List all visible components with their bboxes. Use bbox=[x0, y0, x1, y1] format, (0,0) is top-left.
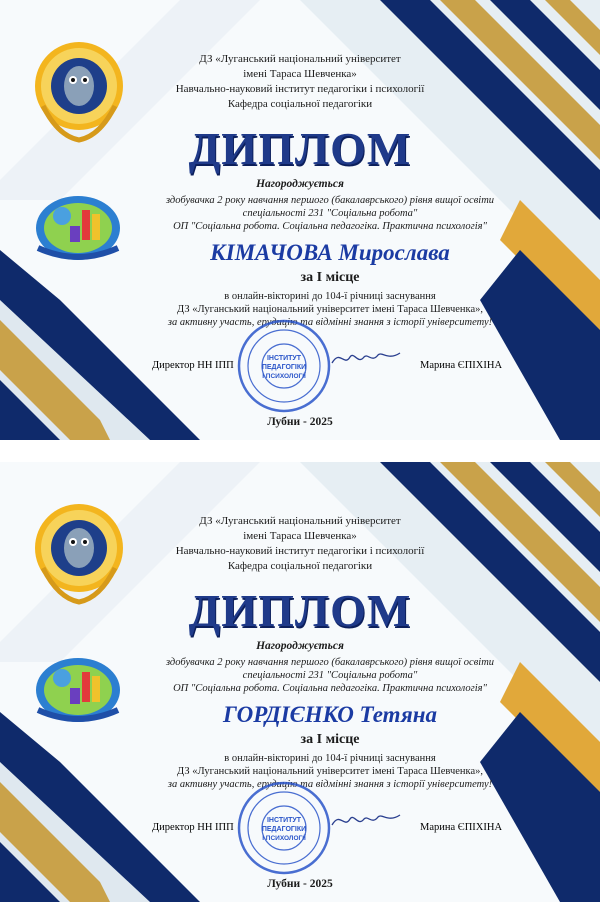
study-line: спеціальності 231 "Соціальна робота" bbox=[242, 208, 418, 219]
header-line: Навчально-науковий інститут педагогіки і психології bbox=[175, 545, 425, 557]
diploma-card-2 bbox=[0, 462, 600, 902]
reason-line: ДЗ «Луганський національний університет імені Тараса Шевченка», bbox=[177, 766, 483, 777]
svg-text:І ПСИХОЛОГІЇ: І ПСИХОЛОГІЇ bbox=[262, 835, 306, 842]
place-award: за І місце bbox=[300, 732, 360, 747]
reason-line: за активну участь, ерудицію та відмінні знання з історії університету! bbox=[167, 779, 493, 790]
seal-stamp-icon bbox=[236, 780, 332, 876]
header-line: Навчально-науковий інститут педагогіки і психології bbox=[175, 83, 425, 95]
director-title: Директор НН ІПП bbox=[152, 360, 234, 371]
header-line: Кафедра соціальної педагогіки bbox=[227, 98, 373, 110]
header-line: імені Тараса Шевченка» bbox=[243, 530, 357, 542]
recipient-name: ГОРДІЄНКО Тетяна bbox=[223, 702, 437, 727]
svg-text:ПЕДАГОГІКИ: ПЕДАГОГІКИ bbox=[261, 364, 307, 371]
signature-icon bbox=[330, 345, 402, 371]
svg-text:І ПСИХОЛОГІЇ: І ПСИХОЛОГІЇ bbox=[262, 373, 306, 380]
reason-line: за активну участь, ерудицію та відмінні знання з історії університету! bbox=[167, 317, 493, 328]
study-line: ОП "Соціальна робота. Соціальна педагогіка. Практична психологія" bbox=[173, 221, 487, 232]
study-details bbox=[120, 194, 540, 233]
awarded-label: Нагороджується bbox=[256, 178, 344, 190]
place-award: за І місце bbox=[300, 270, 360, 285]
svg-text:ІНСТИТУТ: ІНСТИТУТ bbox=[266, 355, 302, 362]
page-gap bbox=[0, 440, 600, 462]
director-title: Директор НН ІПП bbox=[152, 822, 234, 833]
header-block bbox=[110, 514, 490, 574]
city-year: Лубни - 2025 bbox=[267, 878, 333, 890]
header-line: Кафедра соціальної педагогіки bbox=[227, 560, 373, 572]
diploma-title: ДИПЛОМ bbox=[188, 123, 412, 174]
study-line: здобувачка 2 року навчання першого (бакалаврського) рівня вищої освіти bbox=[165, 195, 495, 206]
study-line: ОП "Соціальна робота. Соціальна педагогіка. Практична психологія" bbox=[173, 683, 487, 694]
seal-stamp-icon bbox=[236, 318, 332, 414]
diploma-card-1 bbox=[0, 0, 600, 440]
study-line: здобувачка 2 року навчання першого (бакалаврського) рівня вищої освіти bbox=[165, 657, 495, 668]
reason-line: в онлайн-вікторині до 104-ї річниці заснування bbox=[224, 753, 436, 764]
diploma-title: ДИПЛОМ bbox=[188, 585, 412, 636]
study-line: спеціальності 231 "Соціальна робота" bbox=[242, 670, 418, 681]
institute-logo-icon bbox=[32, 648, 124, 730]
svg-text:ІНСТИТУТ: ІНСТИТУТ bbox=[266, 817, 302, 824]
signature-icon bbox=[330, 807, 402, 833]
awarded-label: Нагороджується bbox=[256, 640, 344, 652]
header-line: ДЗ «Луганський національний університет bbox=[199, 53, 401, 65]
header-line: імені Тараса Шевченка» bbox=[243, 68, 357, 80]
recipient-name: КІМАЧОВА Мирослава bbox=[210, 240, 450, 265]
svg-text:ПЕДАГОГІКИ: ПЕДАГОГІКИ bbox=[261, 826, 307, 833]
header-block bbox=[110, 52, 490, 112]
city-year: Лубни - 2025 bbox=[267, 416, 333, 428]
reason-line: ДЗ «Луганський національний університет імені Тараса Шевченка», bbox=[177, 304, 483, 315]
study-details bbox=[120, 656, 540, 695]
reason-line: в онлайн-вікторині до 104-ї річниці заснування bbox=[224, 291, 436, 302]
director-name: Марина ЄПІХІНА bbox=[420, 360, 503, 371]
institute-logo-icon bbox=[32, 186, 124, 268]
header-line: ДЗ «Луганський національний університет bbox=[199, 515, 401, 527]
director-name: Марина ЄПІХІНА bbox=[420, 822, 503, 833]
